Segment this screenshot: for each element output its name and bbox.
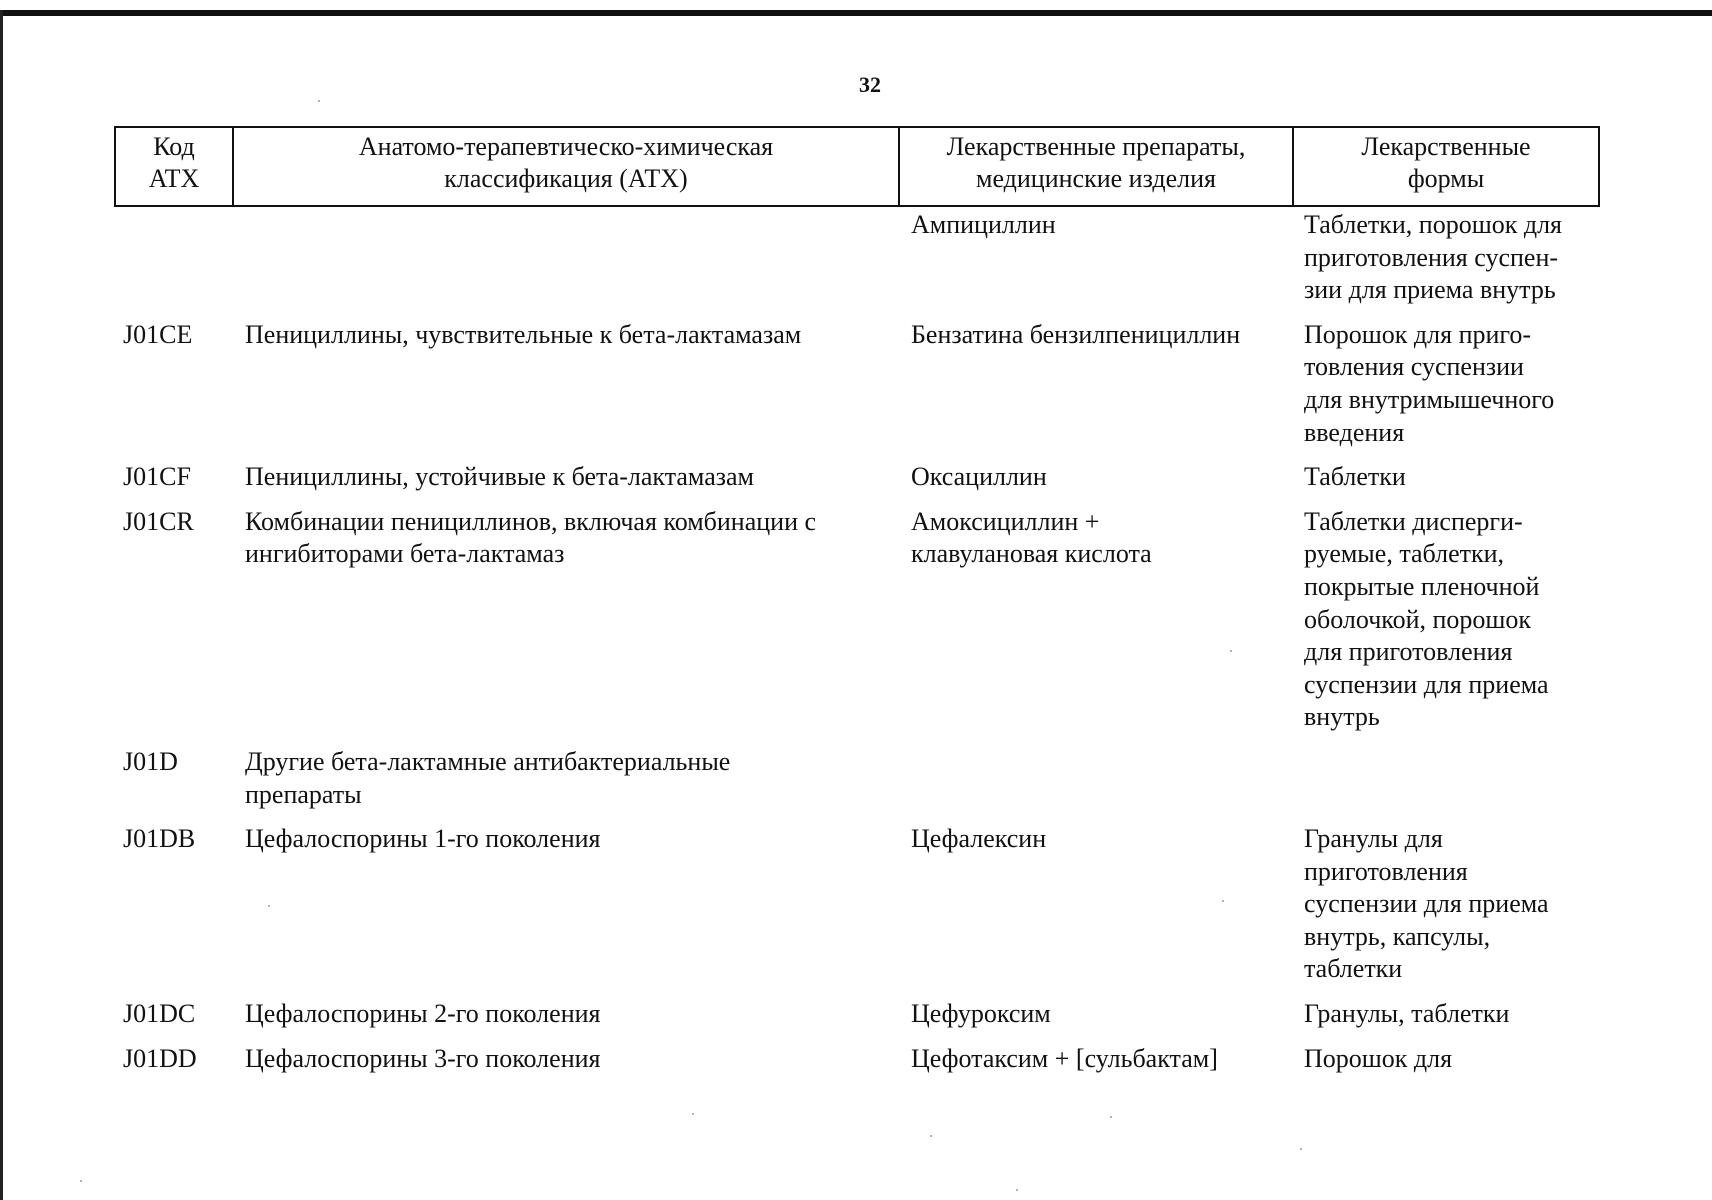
table-row xyxy=(115,744,1599,821)
atc-code-cell: J01CR xyxy=(123,506,194,536)
scan-speck xyxy=(930,1135,932,1137)
dosage-form-cell: Гранулы для приготовления суспензии для приема внутрь, капсулы, таблетки xyxy=(1304,824,1549,984)
drug-cell: Бензатина бензилпенициллин xyxy=(911,319,1241,349)
header-drugs: Лекарственные препараты, медицинские изделия xyxy=(899,127,1293,206)
header-dosage-forms: Лекарственные формы xyxy=(1293,127,1599,206)
table-header-row xyxy=(115,127,1599,206)
drug-cell: Цефуроксим xyxy=(911,999,1051,1029)
table-row xyxy=(115,821,1599,996)
dosage-form-cell: Таблетки дисперги- руемые, таблетки, покрытые пленочной оболочкой, порошок для приготовления суспензии для приема внутрь xyxy=(1304,506,1549,732)
drug-cell xyxy=(899,744,1293,821)
scan-speck xyxy=(318,100,320,102)
classification-cell: Пенициллины, устойчивые к бета-лактамазам xyxy=(245,462,755,492)
scan-speck xyxy=(1110,1116,1112,1118)
drug-cell: Цефотаксим + [сульбактам] xyxy=(911,1043,1218,1073)
classification-cell: Цефалоспорины 2-го поколения xyxy=(245,999,601,1029)
atc-code-cell: J01DC xyxy=(123,999,196,1029)
classification-cell: Комбинации пенициллинов, включая комбинации с ингибиторами бета-лактамаз xyxy=(245,506,817,569)
drug-cell: Ампициллин xyxy=(911,210,1056,239)
atc-code-cell: J01DD xyxy=(123,1043,197,1073)
scan-edge-top xyxy=(0,10,1712,16)
dosage-form-cell: Гранулы, таблетки xyxy=(1304,999,1510,1029)
table-row xyxy=(115,317,1599,459)
dosage-form-cell: Порошок для приго- товления суспензии для внутримышечного введения xyxy=(1304,319,1555,447)
dosage-form-cell: Таблетки, порошок для приготовления суспен- зии для приема внутрь xyxy=(1304,210,1563,305)
scan-speck xyxy=(1016,1189,1018,1191)
scan-speck xyxy=(692,1113,694,1115)
table-row xyxy=(115,1041,1599,1086)
scan-speck xyxy=(1300,1148,1302,1150)
atc-code-cell: J01DB xyxy=(123,824,196,854)
dosage-form-cell: Порошок для xyxy=(1304,1043,1453,1073)
atc-code-cell: J01D xyxy=(123,746,178,776)
scan-speck xyxy=(80,1180,82,1182)
drug-cell: Оксациллин xyxy=(911,462,1047,492)
scan-edge-left xyxy=(0,10,3,1200)
classification-cell: Пенициллины, чувствительные к бета-лактамазам xyxy=(245,319,802,349)
scan-speck xyxy=(1230,650,1232,652)
atc-code-cell: J01CF xyxy=(123,462,191,492)
table-row xyxy=(115,206,1599,317)
header-atc-code: Код ATX xyxy=(115,127,233,206)
scan-speck xyxy=(268,905,270,907)
drug-cell: Амоксициллин + клавулановая кислота xyxy=(911,506,1152,569)
scan-speck xyxy=(1222,900,1224,902)
page-number: 32 xyxy=(859,72,881,97)
dosage-form-cell: Таблетки xyxy=(1304,462,1406,492)
classification-cell: Другие бета-лактамные антибактериальные препараты xyxy=(245,746,731,809)
atc-code-cell xyxy=(115,206,233,317)
classification-cell: Цефалоспорины 1-го поколения xyxy=(245,824,601,854)
header-atc-classification: Анатомо-терапевтическо-химическая классификация (АТХ) xyxy=(233,127,899,206)
atc-code-cell: J01CE xyxy=(123,319,193,349)
table-row xyxy=(115,996,1599,1041)
classification-cell xyxy=(233,206,899,317)
table-row xyxy=(115,504,1599,744)
table-row xyxy=(115,459,1599,504)
drug-cell: Цефалексин xyxy=(911,824,1047,854)
atc-classification-table xyxy=(114,126,1600,1085)
dosage-form-cell xyxy=(1293,744,1599,821)
classification-cell: Цефалоспорины 3-го поколения xyxy=(245,1043,601,1073)
